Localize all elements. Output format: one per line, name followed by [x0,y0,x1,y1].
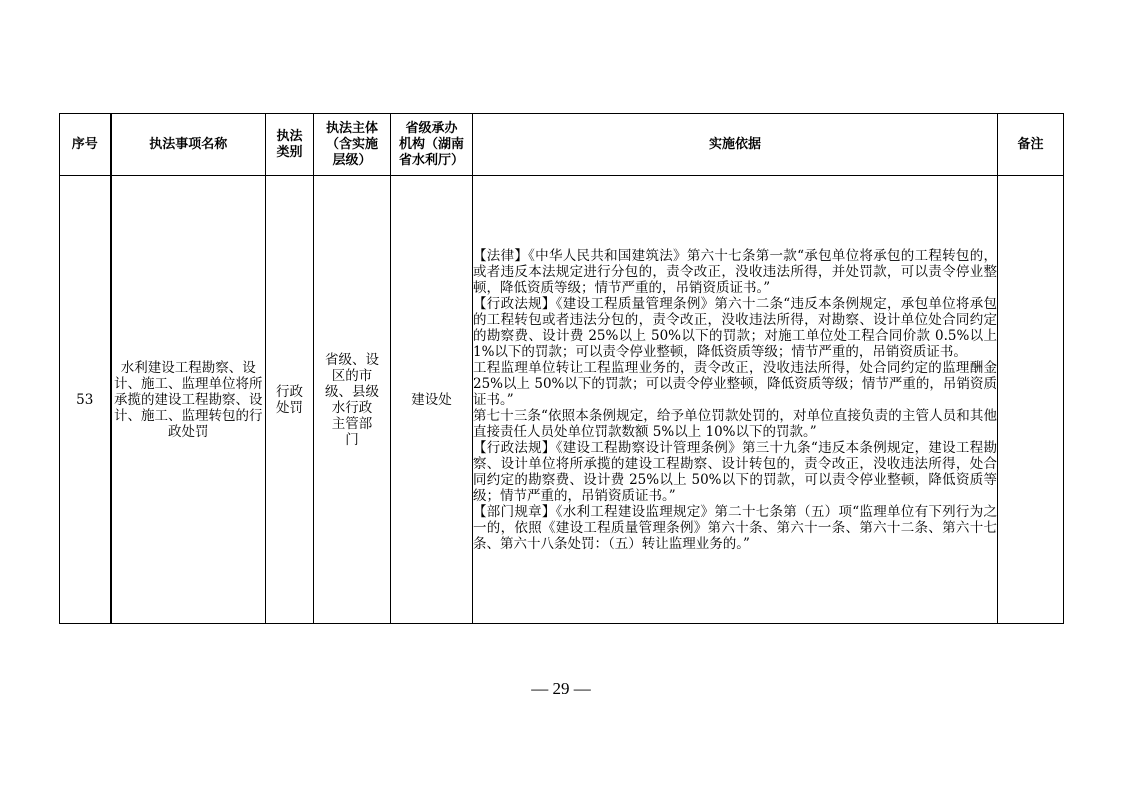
header-category-line: 执法 [276,128,303,144]
cell-subject-line: 区的市 [331,367,373,384]
cell-item-name: 水利建设工程勘察、设计、施工、监理单位将所承揽的建设工程勘察、设计、施工、监理转包的行政处罚 [111,176,266,624]
header-item-name: 执法事项名称 [111,114,266,176]
cell-category-line: 行政 [276,383,303,400]
header-subject-line: （含实施 [325,136,378,152]
basis-paragraph: 【行政法规】《建设工程质量管理条例》第六十二条“违反本条例规定，承包单位将承包的工程转包或者违法分包的，责令改正，没收违法所得，对勘察、设计单位处合同约定的勘察费、设计费 25%以上 50%以下的罚款；对施工单位处工程合同价款 0.5%以上 1%以下的罚款；可以责令停业整顿，降低资质等级；情节严重的，吊销资质证书。 [473,295,1002,360]
cell-category-line: 处罚 [276,399,303,416]
basis-paragraph: 【部门规章】《水利工程建设监理规定》第二十七条第（五）项“监理单位有下列行为之一的，依照《建设工程质量管理条例》第六十条、第六十一条、第六十二条、第六十七条、第六十八条处罚：（五）转让监理业务的。” [473,503,997,552]
enforcement-items-table [59,113,1064,624]
header-category [266,114,314,176]
header-remarks: 备注 [998,114,1064,176]
cell-remarks [998,176,1064,624]
cell-subject-line: 省级、设 [325,351,379,368]
header-provincial-office [391,114,473,176]
cell-subject-line: 级、县级 [325,383,379,400]
header-provincial-line: 省水利厅） [398,152,464,168]
cell-subject-line: 门 [345,431,359,448]
basis-paragraph: 第七十三条“依照本条例规定，给予单位罚款处罚的，对单位直接负责的主管人员和其他直接责任人员处单位罚款数额 5%以上 10%以下的罚款。” [473,407,997,440]
cell-basis [473,176,1002,624]
basis-paragraph: 【法律】《中华人民共和国建筑法》第六十七条第一款“承包单位将承包的工程转包的，或者违反本法规定进行分包的，责令改正，没收违法所得，并处罚款，可以责令停业整顿，降低资质等级；情节严重的，吊销资质证书。” [473,247,997,296]
table-row [60,176,1064,624]
basis-paragraph: 工程监理单位转让工程监理业务的，责令改正，没收违法所得，处合同约定的监理酬金 25%以上 50%以下的罚款；可以责令停业整顿，降低资质等级；情节严重的，吊销资质证书。” [473,359,1002,408]
header-category-line: 类别 [276,144,303,160]
cell-seq: 53 [60,176,111,624]
cell-subject-line: 主管部 [331,415,373,432]
header-provincial-line: 机构（湖南 [398,136,464,152]
cell-category [266,176,314,624]
cell-provincial-office: 建设处 [391,176,473,624]
basis-paragraph: 【行政法规】《建设工程勘察设计管理条例》第三十九条“违反本条例规定，建设工程勘察、设计单位将所承揽的建设工程勘察、设计转包的，责令改正，没收违法所得，处合同约定的勘察费、设计费 25%以上 50%以下的罚款，可以责令停业整顿，降低资质等级；情节严重的，吊销资质证书。” [473,439,997,504]
cell-subject-line: 水行政 [331,399,373,416]
page-number: — 29 — [531,679,591,698]
header-subject-line: 层级） [332,152,372,168]
header-subject [314,114,391,176]
header-provincial-line: 省级承办 [405,120,458,136]
header-basis: 实施依据 [473,114,998,176]
cell-subject [314,176,391,624]
table-header-row [60,114,1064,176]
header-seq: 序号 [60,114,111,176]
header-subject-line: 执法主体 [325,120,378,136]
